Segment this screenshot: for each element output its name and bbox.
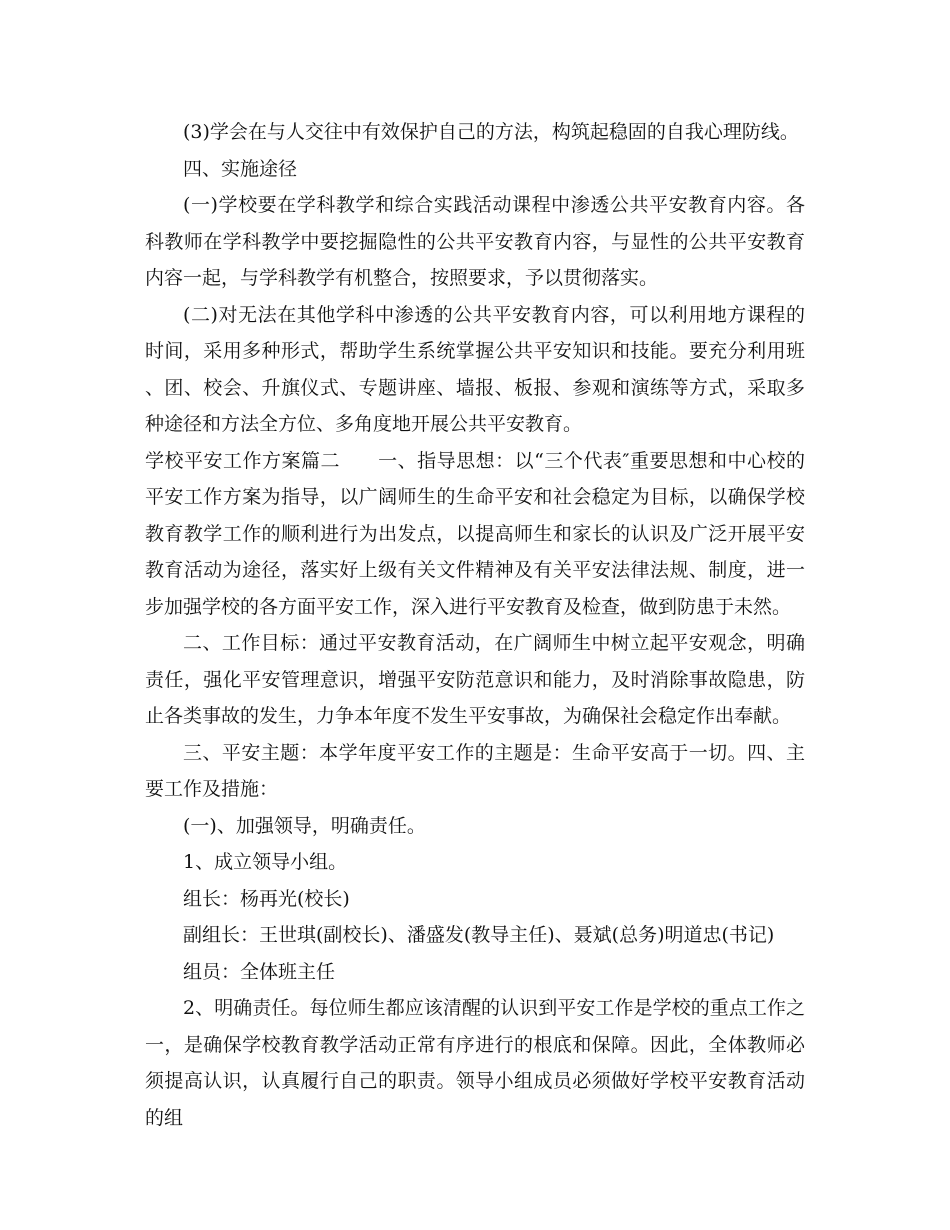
paragraph-group-leader: 组长：杨再光(校长) <box>183 887 350 910</box>
paragraph-implementation-2: (二)对无法在其他学科中渗透的公共平安教育内容，可以利用地方课程的时间，采用多种形式，帮助学生系统掌握公共平安知识和技能。要充分利用班、团、校会、升旗仪式、专题讲座、墙报、板报、参观和演练等方式，采取多种途径和方法全方位、多角度地开展公共平安教育。 <box>145 303 805 435</box>
plan-two-title: 学校平安工作方案篇二 <box>145 449 341 472</box>
paragraph-strengthen-leadership: (一)、加强领导，明确责任。 <box>183 814 426 837</box>
paragraph-safety-theme: 三、平安主题：本学年度平安工作的主题是：生命平安高于一切。四、主要工作及措施： <box>145 741 805 800</box>
paragraph-group-members: 组员：全体班主任 <box>183 960 336 983</box>
paragraph-plan-two-guiding-ideology <box>145 443 805 626</box>
paragraph-deputy-leaders: 副组长：王世琪(副校长)、潘盛发(教导主任)、聂斌(总务)明道忠(书记) <box>183 924 775 946</box>
paragraph-form-leading-group: 1、成立领导小组。 <box>183 851 348 873</box>
paragraph-learn-self-protection: (3)学会在与人交往中有效保护自己的方法，构筑起稳固的自我心理防线。 <box>183 121 799 143</box>
paragraph-clarify-responsibility: 2、明确责任。每位师生都应该清醒的认识到平安工作是学校的重点工作之一，是确保学校教育教学活动正常有序进行的根底和保障。因此，全体教师必须提高认识，认真履行自己的职责。领导小组成员必须做好学校平安教育活动的组 <box>145 997 805 1129</box>
section-heading-implementation: 四、实施途径 <box>183 157 298 180</box>
paragraph-work-goals: 二、工作目标：通过平安教育活动，在广阔师生中树立起平安观念，明确责任，强化平安管理意识，增强平安防范意识和能力，及时消除事故隐患，防止各类事故的发生，力争本年度不发生平安事故，为确保社会稳定作出奉献。 <box>145 632 805 727</box>
paragraph-implementation-1: (一)学校要在学科教学和综合实践活动课程中渗透公共平安教育内容。各科教师在学科教学中要挖掘隐性的公共平安教育内容，与显性的公共平安教育内容一起，与学科教学有机整合，按照要求，予以贯彻落实。 <box>145 194 805 289</box>
guiding-ideology-text: 一、指导思想：以“三个代表″重要思想和中心校的平安工作方案为指导，以广阔师生的生命平安和社会稳定为目标，以确保学校教育教学工作的顺利进行为出发点，以提高师生和家长的认识及广泛开展平安教育活动为途径，落实好上级有关文件精神及有关平安法律法规、制度，进一步加强学校的各方面平安工作，深入进行平安教育及检查，做到防患于未然。 <box>145 449 805 618</box>
document-body <box>145 114 805 1136</box>
